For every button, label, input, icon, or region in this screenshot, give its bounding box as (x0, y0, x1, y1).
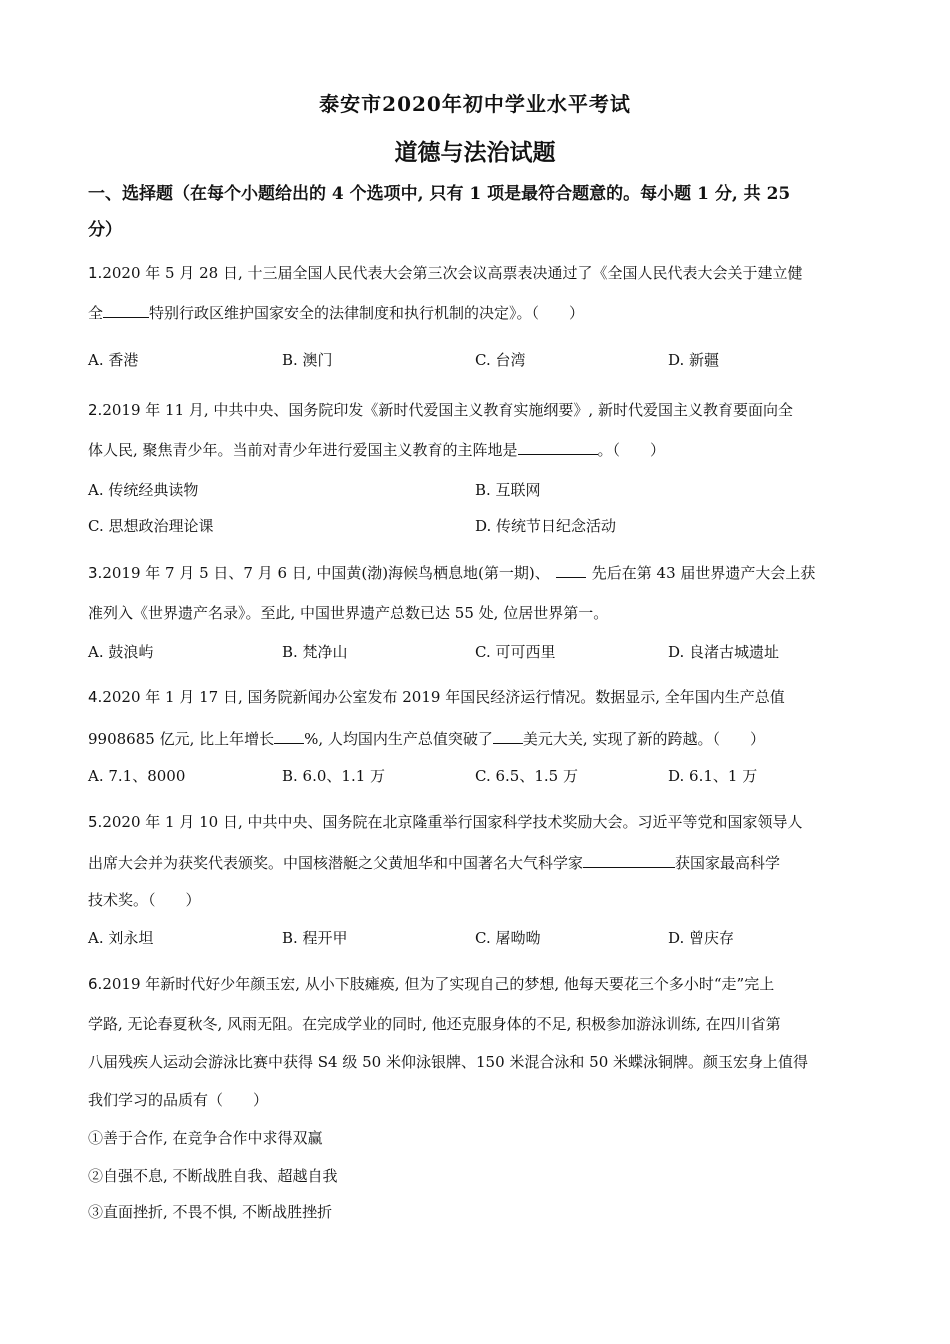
option-d: D. 良渚古城遗址 (668, 643, 780, 661)
answer-blank (583, 853, 675, 868)
question-2-line2: 体人民, 聚焦青少年。当前对青少年进行爱国主义教育的主阵地是 。（ ） (88, 441, 666, 459)
answer-blank (556, 563, 586, 578)
question-5-line2: 出席大会并为获奖代表颁奖。中国核潜艇之父黄旭华和中国著名大气科学家 获国家最高科学 (88, 854, 781, 872)
question-4-line1: 4.2020 年 1 月 17 日, 国务院新闻办公室发布 2019 年国民经济运行情况。数据显示, 全年国内生产总值 (88, 688, 785, 706)
question-2-line1: 2.2019 年 11 月, 中共中央、国务院印发《新时代爱国主义教育实施纲要》, 新时代爱国主义教育要面向全 (88, 401, 793, 419)
answer-blank (518, 440, 598, 455)
statement-2: ②自强不息, 不断战胜自我、超越自我 (88, 1167, 338, 1185)
option-a: A. 传统经典读物 (88, 481, 199, 499)
option-c: C. 思想政治理论课 (88, 517, 214, 535)
option-b: B. 梵净山 (282, 643, 348, 661)
question-number: 2. (88, 401, 103, 419)
option-b: B. 澳门 (282, 351, 333, 369)
question-number: 4. (88, 688, 103, 706)
question-3-line2: 准列入《世界遗产名录》。至此, 中国世界遗产总数已达 55 处, 位居世界第一。 (88, 604, 609, 622)
question-number: 5. (88, 813, 103, 831)
question-6-line2: 学路, 无论春夏秋冬, 风雨无阻。在完成学业的同时, 他还克服身体的不足, 积极参加游泳训练, 在四川省第 (88, 1015, 781, 1033)
section-heading-line1: 一、选择题（在每个小题给出的 4 个选项中, 只有 1 项是最符合题意的。每小题 1 分, 共 25 (88, 184, 791, 204)
option-d: D. 6.1、1 万 (668, 767, 758, 785)
subject-title: 道德与法治试题 (394, 139, 556, 166)
option-d: D. 传统节日纪念活动 (475, 517, 617, 535)
question-3-line1: 3.2019 年 7 月 5 日、7 月 6 日, 中国黄(渤)海候鸟栖息地(第一期)、 先后在第 43 届世界遗产大会上获 (88, 564, 816, 582)
option-b: B. 6.0、1.1 万 (282, 767, 386, 785)
question-4-line2: 9908685 亿元, 比上年增长 %, 人均国内生产总值突破了 美元大关, 实现了新的跨越。（ ） (88, 730, 765, 748)
question-6-line3: 八届残疾人运动会游泳比赛中获得 S4 级 50 米仰泳银牌、150 米混合泳和 50 米蝶泳铜牌。颜玉宏身上值得 (88, 1053, 809, 1071)
option-c: C. 6.5、1.5 万 (475, 767, 578, 785)
option-c: C. 屠呦呦 (475, 929, 541, 947)
question-5-line3: 技术奖。（ ） (88, 891, 201, 909)
question-number: 6. (88, 975, 103, 993)
option-a: A. 鼓浪屿 (88, 643, 154, 661)
question-6-line1: 6.2019 年新时代好少年颜玉宏, 从小下肢瘫痪, 但为了实现自己的梦想, 他每天要花三个多小时“走”完上 (88, 975, 775, 993)
question-1-line2: 全 特别行政区维护国家安全的法律制度和执行机制的决定》。（ ） (88, 304, 585, 322)
option-d: D. 曾庆存 (668, 929, 735, 947)
option-a: A. 刘永坦 (88, 929, 154, 947)
question-number: 3. (88, 564, 103, 582)
question-5-line1: 5.2020 年 1 月 10 日, 中共中央、国务院在北京隆重举行国家科学技术奖励大会。习近平等党和国家领导人 (88, 813, 803, 831)
option-b: B. 程开甲 (282, 929, 348, 947)
option-d: D. 新疆 (668, 351, 720, 369)
section-heading-line2: 分） (88, 220, 122, 240)
question-1-line1: 1.2020 年 5 月 28 日, 十三届全国人民代表大会第三次会议高票表决通过了《全国人民代表大会关于建立健 (88, 264, 803, 282)
option-c: C. 台湾 (475, 351, 526, 369)
option-a: A. 香港 (88, 351, 139, 369)
answer-blank (493, 729, 523, 744)
statement-3: ③直面挫折, 不畏不惧, 不断战胜挫折 (88, 1203, 333, 1221)
option-a: A. 7.1、8000 (88, 767, 186, 785)
question-6-line4: 我们学习的品质有（ ） (88, 1091, 269, 1109)
answer-blank (103, 303, 149, 318)
statement-1: ①善于合作, 在竞争合作中求得双赢 (88, 1129, 323, 1147)
question-number: 1. (88, 264, 103, 282)
exam-title: 泰安市2020年初中学业水平考试 (319, 92, 631, 116)
option-b: B. 互联网 (475, 481, 541, 499)
answer-blank (274, 729, 304, 744)
option-c: C. 可可西里 (475, 643, 556, 661)
